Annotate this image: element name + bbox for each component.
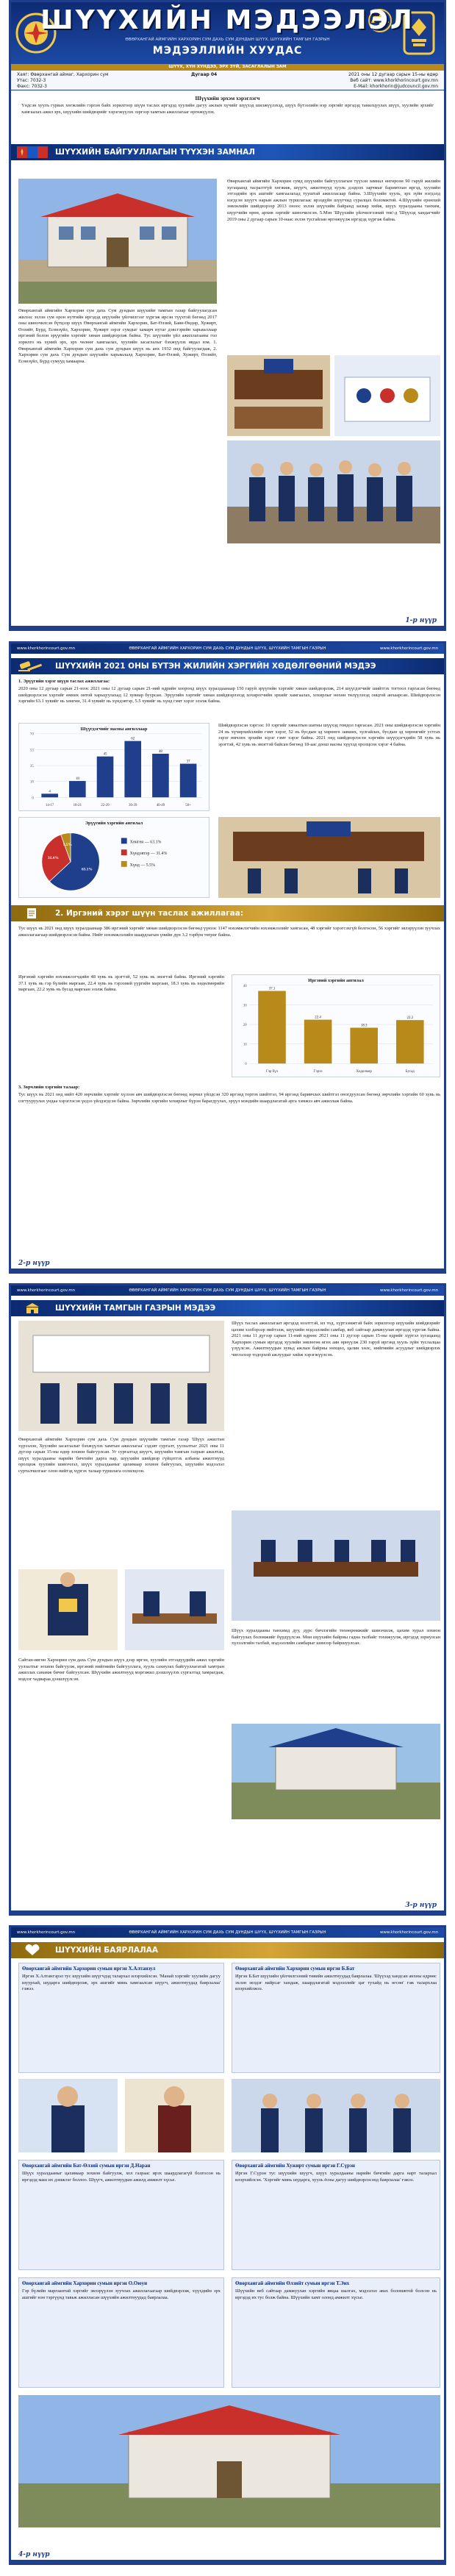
data-label: 37.1 bbox=[268, 987, 276, 991]
page-number: 1-р нүүр bbox=[405, 617, 437, 624]
y-tick-label: 53 bbox=[29, 749, 34, 753]
publisher-strip-text: ӨВӨРХАНГАЙ АЙМГИЙН ХАРХОРИН СУМ ДАХЬ СУМ ДУНДЫН ШҮҮХ, ШҮҮХИЙН ТАМГЫН ГАЗРЫН bbox=[129, 1288, 326, 1293]
courtyard-photo bbox=[232, 1724, 440, 1819]
thanks-card-text: Гэр бүлийн маргаантай хэргийг эвлэрүүлэн зуучлах ажиллагаагаар шийдвэрлэж, хүүхдийн эрх ашгийг нэн тэргүүнд тавьж ажилласан шүүхийн ажилтнуудад баярлалаа. bbox=[22, 2288, 221, 2300]
publisher-strip-text: ӨВӨРХАНГАЙ АЙМГИЙН ХАРХОРИН СУМ ДАХЬ СУМ ДУНДЫН ШҮҮХ, ШҮҮХИЙН ТАМГЫН ГАЗРЫН bbox=[129, 1930, 326, 1935]
y-tick-label: 18 bbox=[29, 780, 34, 785]
x-tick-label: 14-17 bbox=[45, 804, 54, 808]
publisher-line: ӨВӨРХАНГАЙ АЙМГИЙН ХАРХОРИН СУМ ДАХЬ СУМ ДУНДЫН ШҮҮХ, ШҮҮХИЙН ТАМГЫН ГАЗРЫН bbox=[125, 38, 330, 42]
address-line: Хаяг: Өвөрхангай аймаг, Хархорин сум bbox=[17, 72, 109, 77]
thanks-card-text: Иргэн Г.Сүрэн тус шүүхийн шүүгч, шүүх хуралдааны нарийн бичгийн дарга нарт талархал илэрхийлсэн. 'Хэргийг минь шударга, хууль ёсны дагуу шийдвэрлэсэнд баярлалаа' гэжээ. bbox=[235, 2171, 437, 2183]
criminal-category-chart bbox=[18, 817, 209, 898]
thanks-banner-text: ШҮҮХИЙН БАЯРЛАЛАА bbox=[55, 1946, 159, 1955]
data-label: 18 bbox=[75, 777, 79, 782]
thanks-card bbox=[232, 2160, 440, 2270]
thanks-banner bbox=[11, 1942, 444, 1958]
civil-left-text: Иргэний хэргийн нэхэмжлэгчдийн 48 хувь нь эрэгтэй, 52 хувь нь эмэгтэй байна. Иргэний хэргийн 37.1 хувь нь гэр бүлийн маргаан, 22.4 хувь нь гэрээний үүргийн маргаан, 18.3 хувь нь хөдөлмөрийн маргаан, 22.2 хувь нь бусад маргаан эзэлж байна. bbox=[18, 974, 224, 993]
legend-swatch bbox=[121, 861, 127, 867]
thanks-card bbox=[232, 1963, 440, 2073]
page-bottom-strip bbox=[11, 626, 444, 629]
data-label: 22.2 bbox=[406, 1016, 414, 1021]
thanks-card bbox=[18, 2277, 224, 2388]
contact-block bbox=[17, 72, 108, 90]
y-tick-label: 35 bbox=[29, 765, 34, 768]
data-label: 5.5% bbox=[62, 842, 72, 847]
legend-entry: Хүнд — 5.5% bbox=[129, 863, 155, 868]
service-center-photo bbox=[334, 355, 440, 436]
newsletter-page-4 bbox=[9, 1925, 446, 2565]
flag-icon bbox=[17, 146, 48, 158]
office-banner bbox=[11, 1300, 444, 1316]
legend-swatch bbox=[121, 849, 127, 855]
page-top-strip bbox=[11, 643, 444, 654]
page-number: 4-р нүүр bbox=[18, 2551, 50, 2558]
thanks-card bbox=[232, 2277, 440, 2388]
court-session-photo bbox=[218, 817, 440, 898]
criminal-section-heading: 1. Эрүүгийн хэрэг шүүн таслах ажиллагаа: bbox=[18, 679, 110, 684]
thanks-card-title: Өвөрхангай аймгийн Хужирт сумын иргэн Г.Сүрэн bbox=[235, 2163, 355, 2169]
meeting-photo bbox=[232, 1510, 440, 1621]
chart-title: Иргэний хэргийн ангилал bbox=[308, 977, 364, 983]
data-label: 4 bbox=[49, 790, 51, 794]
bar bbox=[41, 793, 58, 797]
bar bbox=[69, 781, 86, 797]
office-right-column-2: Шүүх хуралдааны танхимд дуу, дүрс бичлэгийн төхөөрөмжийг шинэчилж, цахим хурал зохион байгуулах боломжийг бүрдүүлсэн. Мөн шүүхийн байрны гадна талбайг тохижуулж, иргэдэд зориулсан хүлээлгийн талбай, мэдээллийн самбарыг шинээр байршуулсан. bbox=[232, 1628, 440, 1646]
civil-banner bbox=[11, 905, 444, 921]
thanks-card bbox=[18, 2160, 224, 2270]
office-banner-text: ШҮҮХИЙН ТАМГЫН ГАЗРЫН МЭДЭЭ bbox=[55, 1304, 216, 1313]
data-label: 45 bbox=[103, 752, 107, 757]
thanks-card-title: Өвөрхангай аймгийн Бат-Өлзий сумын иргэн Д.Наран bbox=[22, 2163, 151, 2169]
newsletter-page-3 bbox=[9, 1283, 446, 1916]
page-top-strip bbox=[11, 1927, 444, 1938]
page-bottom-strip bbox=[11, 2560, 444, 2563]
award-photo bbox=[18, 1569, 118, 1650]
motto-ribbon: ШҮҮХ, ХҮН ХҮНДЭЭ, ЭРХ ЗҮЙ, ЗАСАГЛАЛЫН ЗАМ bbox=[11, 64, 444, 71]
thanks-card-title: Өвөрхангай аймгийн Өлзийт сумын иргэн Т.Энх bbox=[235, 2280, 350, 2286]
date-web-block bbox=[348, 72, 438, 90]
office-left-column: Өвөрхангай аймгийн Хархорин сум дахь Сум дундын шүүхийн тамгын газар 'Шүүх ажилтан хүрээлэн, Хуулийн засаглалыг бэхжүүлэх хамтын ажиллагаа' сэдэвт сургалт, уулзалтыг 2021 оны 11 дүгээр сарын 15-ны өдөр зохион байгуулсан. Уг сургалтад шүүгч, шүүхийн тамгын газрын ажилтан, шүүх хуралдааны нарийн бичгийн дарга нар, шүүхийн шийдвэр гүйцэтгэх албаны ажилтнууд оролцож хуулийн шинэчлэл, шүүх хуралдааныг цахимаар зохион байгуулах, шүүхийн мэдээлэл сурталчилгааг олон нийтэд хүргэх талаар туршлага солилцсон. bbox=[18, 1437, 224, 1474]
email-link[interactable]: E-Mail: khorkhorin@judcouncil.gov.mn bbox=[354, 84, 438, 89]
data-label: 22.4 bbox=[315, 1016, 321, 1020]
chart-title: Эрүүгийн хэргийн ангилал bbox=[85, 820, 143, 826]
x-tick-label: Гэрээ bbox=[313, 1070, 323, 1074]
newsletter-page-1 bbox=[9, 0, 446, 631]
data-label: 18.3 bbox=[360, 1024, 368, 1028]
data-label: 48 bbox=[158, 749, 162, 754]
newsletter-title: ШҮҮХИЙН МЭДЭЭЛЭЛ bbox=[40, 5, 415, 35]
bar bbox=[304, 1020, 332, 1064]
building-icon bbox=[17, 1302, 48, 1314]
citizens-group-photo bbox=[232, 2079, 440, 2152]
website-link[interactable]: www.khorkhorincourt.gov.mn bbox=[379, 1930, 438, 1935]
chart-title: Шүүгдэгчийг насны ангиллаар bbox=[80, 726, 148, 732]
website-link[interactable]: Веб сайт: www.khorkhorincourt.gov.mn bbox=[350, 78, 438, 83]
bar bbox=[97, 757, 114, 798]
office-right-column: Шүүх таслах ажиллагаат иргэдэд нээлттэй, ил тод, хүртээмжтэй байх зорилгоор шүүхийн шийдвэрийг цахим хэлбэрээр нийтэлж, шүүхийн мэдээллийн самбар, веб сайтаар дамжуулан иргэдэд хүргэж байна. 2021 оны 11 дүгээр сарын 11-ний өдрөөс 2021 оны 11 дүгээр сарын 15-ны өдрийг хүртэл хугацаанд Хархорин сумын иргэдэд хуулийн зөвлөгөө өгөх аян өрнүүлж 230 гаруй иргэнд хууль зүйн туслалцаа үзүүлсэн. Ажилтнуудын хувьд ажлын байрны нөхцөл, цалин хөлс, нийгмийн асуудлыг шийдвэрлэх чиглэлээр тодорхой ажлуудыг хийж хэрэгжүүлсэн. bbox=[232, 1321, 440, 1357]
criminal-section-text: 2020 оны 12 дугаар сарын 21-нээс 2021 оны 12 дугаар сарын 21-ний өдрийн хооронд шүүх хуралдаанаар 150 гаруй эрүүгийн хэргийг хянан шийдвэрлэж, 214 шүүгдэгчийг шийтгэх тогтоол гаргасан бөгөөд шийдвэрлэсэн хэргийг өмнөх онтой харьцуулахад 12 хувиар буурсан. Эрүүгийн хэргийг хянан шийдвэрлэхэд хохирогчийн эрхийг хамгаалах, хохирлыг нөхөн төлүүлэхэд онцгой анхаарсан. Шийдвэрлэсэн хэргийн 63.1 хувийг нь хөнгөн, 31.4 хувийг нь хүндэвтэр, 5.5 хувийг нь хүнд гэмт хэрэг эзэлж байна. bbox=[18, 686, 440, 704]
signing-photo bbox=[125, 1569, 224, 1650]
criminal-right-text: Шийдвэрлэсэн хэргээс 10 хэргийг хяналтын шатны шүүхэд гомдол гаргасан. 2021 оны шийдвэрлэсэн хэргийн 24 нь хүчирхийллийн гэмт хэрэг, 52 нь бусдын эд хөрөнгө завших, хулгайлах, бусдын эд хөрөнгийг устгах зэрэг өмчлөх эрхийн эсрэг гэмт хэрэг байна. 2021 онд шийдвэрлэсэн хэргийн шүүгдэгчдийн 58 хувь нь эрэгтэй, 42 хувь нь эмэгтэй байсан бөгөөд 18-аас доош насны хүүхэд оролцсон хэрэг 4 байна. bbox=[218, 723, 440, 747]
page-number: 2-р нүүр bbox=[18, 1260, 50, 1267]
citizen-photo bbox=[18, 2079, 118, 2152]
bar bbox=[258, 991, 286, 1064]
bar bbox=[396, 1020, 424, 1063]
courtroom-photo bbox=[227, 355, 330, 436]
data-label: 63.1% bbox=[81, 867, 93, 872]
page-top-strip bbox=[11, 1285, 444, 1296]
y-tick-label: 0 bbox=[245, 1063, 247, 1067]
violation-section-text: Тус шүүх нь 2021 онд нийт 420 зөрчлийн хэргийг хүлээн авч шийдвэрлэсэн бөгөөд зөрчил үйлдсэн 320 иргэнд торгох шийтгэл, 94 иргэнд баривчлах шийтгэл оногдуулсан бөгөөд зөрчлийн хэргийн 60 хувь нь согтууруулах ундаа хэрэглэсэн үедээ үйлдэгдсэн байна. Зөрчлийн хэргийн хохирлыг бүрэн барагдуулах, эрүүл мэндийн шаардлагатай арга хэмжээ авч ажиллаж байна. bbox=[18, 1092, 440, 1104]
x-tick-label: 40-49 bbox=[156, 804, 165, 808]
bar bbox=[180, 764, 197, 798]
y-tick-label: 10 bbox=[243, 1043, 247, 1047]
stats-banner-text: ШҮҮХИЙН 2021 ОНЫ БҮТЭН ЖИЛИЙН ХЭРГИЙН ХӨДӨЛГӨӨНИЙ МЭДЭЭ bbox=[55, 662, 376, 671]
thanks-card-title: Өвөрхангай аймгийн Хархорин сумын иргэн О.Оюун bbox=[22, 2280, 148, 2286]
x-tick-label: 18-21 bbox=[73, 804, 82, 808]
x-tick-label: 50+ bbox=[185, 804, 191, 808]
x-tick-label: Гэр бүл bbox=[265, 1070, 279, 1074]
violation-section-heading: 3. Зөрчлийн хэргийн талаар: bbox=[18, 1085, 80, 1090]
page-number: 3-р нүүр bbox=[405, 1902, 437, 1909]
bar bbox=[152, 754, 169, 797]
thanks-card-text: Иргэн Б.Бат шүүхийн үйлчилгээний төвийн ажилтнуудад баярлалаа. 'Шүүхэд хандсан анхны өдрөөс эхлэн эелдэг найрсаг хандаж, шаардлагатай мэдээллийг цаг тухайд нь өгсөн' гэж талархлаа илэрхийлжээ. bbox=[235, 1974, 437, 1992]
newsletter-page-2 bbox=[9, 641, 446, 1274]
masthead bbox=[11, 2, 444, 64]
x-tick-label: Хөдөлмөр bbox=[356, 1070, 372, 1074]
bar bbox=[350, 1028, 378, 1064]
y-tick-label: 70 bbox=[29, 732, 34, 737]
greeting-text: Үндсэн хуулъ гурвах хөгжлийн гэрлэн байх зорилгоор шүүн таслах иргэдэд хуулийн дагуу ажлын хүчийг шүүхэд шилжүүлэхэд, шүүх бүтээлийн нэр зэргийг иргэдэд танилцуулах шүүх, хуулийн эрхийг хамгаалах ажил эрх, шүүхийн шийдвэрийг хэрэгжүүлэх зэргээр хамтын ажиллагааг өргөжүүлэх. bbox=[21, 103, 434, 115]
fax-line: Факс: 7032-3 bbox=[17, 84, 47, 89]
website-link[interactable]: www.khorkhorincourt.gov.mn bbox=[17, 1288, 76, 1293]
website-link[interactable]: www.khorkhorincourt.gov.mn bbox=[17, 646, 76, 651]
issue-date: 2021 оны 12 дугаар сарын 15-ны өдөр bbox=[348, 72, 438, 77]
heart-icon bbox=[17, 1944, 48, 1956]
issue-number: Дугаар 04 bbox=[191, 72, 218, 77]
closing-photo bbox=[18, 2395, 440, 2527]
y-tick-label: 40 bbox=[243, 984, 247, 988]
history-banner-text: ШҮҮХИЙН БАЙГУУЛЛАГЫН ТҮҮХЭН ЗАМНАЛ bbox=[55, 148, 255, 157]
website-link[interactable]: www.khorkhorincourt.gov.mn bbox=[379, 646, 438, 651]
publisher-strip-text: ӨВӨРХАНГАЙ АЙМГИЙН ХАРХОРИН СУМ ДАХЬ СУМ ДУНДЫН ШҮҮХ, ШҮҮХИЙН ТАМГЫН ГАЗРЫН bbox=[129, 646, 326, 651]
stats-banner bbox=[11, 658, 444, 674]
age-chart bbox=[18, 723, 209, 811]
staff-group-photo bbox=[227, 440, 440, 543]
citizen-photo bbox=[125, 2079, 224, 2152]
y-tick-label: 30 bbox=[243, 1004, 247, 1008]
thanks-card bbox=[18, 1963, 224, 2073]
legend-entry: Хүндэвтэр — 31.4% bbox=[129, 852, 168, 857]
y-tick-label: 0 bbox=[32, 796, 34, 801]
legend-swatch bbox=[121, 838, 127, 843]
x-tick-label: 22-29 bbox=[101, 804, 110, 808]
thanks-card-title: Өвөрхангай аймгийн Хархорин сумын иргэн Б.Бат bbox=[235, 1966, 355, 1972]
thanks-card-title: Өвөрхангай аймгийн Хархорин сумын иргэн Х.Алтанзул bbox=[22, 1966, 156, 1972]
history-right-column: Өвөрхангай аймгийн Хархорин сумд шүүхийн байгууллагын түүхэн замнал өнгөрсөн 90 гаруй жилийн хугацаанд тасралтгүй хөгжиж, шүүгч, ажилтнууд хууль дээдлэх зарчмыг баримтлан иргэд, хуулийн этгээдийн эрх ашгийг хамгаалахад тууштай ажилласаар байна. 3.Шүүхийн хууль, эрх зүйн нэгдэлд нэгдсэн шүүгч нарын ажлын туршлагаас ирээдүйн шүүгчид суралцах боломжтой. 4.Шүүхийн ерөнхий зөвлөлийн шийдвэрээр 2013 оноос эхлэн шүүхийн байранд засвар хийж, шүүх хуралдааны танхим, шүүгчийн өрөө, архив зэргийг шинэчилсэн. 5.Мэн 'Шүүхийн үйлчилгээний төв'-д 'Шүүхэд хандагчийг 2019 оны 2 дугаар сарын 10-наас эхлэн тусгайлан өргөжүүлж иргэдэд хүргэж байна. bbox=[227, 179, 440, 222]
thanks-card-text: Шүүхийн веб сайтаар дамжуулан хэргийн явцаа шалгах, мэдээлэл авах боломжтой болсон нь иргэдэд их тус болж байна. Шүүхийн хамт олонд амжилт хүсье. bbox=[235, 2288, 437, 2300]
civil-section-text: Тус шүүх нь 2021 онд шүүх хуралдаанаар 386 иргэний хэргийг хянан шийдвэрлэсэн бөгөөд үүнээс 1147 нэхэмжлэгчийн нэхэмжлэлийг хангасан, 48 хэргийг хэрэгсэхгүй болгосон, 56 хэргийг эвлэрүүлэн зуучлах ажиллагаагаар шийдвэрлэсэн байна. Нийт нэхэмжлэлийн шаардлагын үнийн дүн 3.2 тэрбум төгрөг байна. bbox=[18, 926, 440, 938]
phone-line: Утас: 7032-3 bbox=[17, 78, 46, 83]
court-building-photo bbox=[18, 179, 217, 304]
y-tick-label: 20 bbox=[243, 1024, 247, 1027]
legend-entry: Хөнгөн — 63.1% bbox=[129, 840, 162, 845]
history-left-column: Өвөрхангай аймгийн Хархорин сум дахь Сум дундын шүүхийн тамгын газар байгуулагдсан жилээс эхлэн сум орон нутгийн иргэдэд шүүхийн үйлчилгээг хүргэж ирсэн түүхтэй бөгөөд 2017 оны шинэчилсэн бүтцээр шүүх Өвөрхангай аймгийн Хархорин, Бат-Өлзий, Баян-Өндөр, Хужирт, Өлзийт, Бүрд, Есөнзүйл, Хархорин, Хужирт зэрэг сумдыг хамарч нутаг дэвсгэрийн харьяаллаар иргэний болон эрүүгийн хэргийг хянан шийдвэрлэж байна. Тус шүүхийн үйл ажиллагааны гол зорилго нь хүний эрх, эрх чөлөөг хамгаалах, хуулийн засаглалыг бэхжүүлэх явдал юм. 1. Өвөрхангай аймгийн Хархорин сум дахь сум дундын шүүх нь анх 1932 онд байгуулагдаж, 2. Хархорин сум дахь Сум дундын шүүхийн харьяалалд Хархорин, Бат-Өлзий, Хужирт, Өлзийт, Есөнзүйл, Бүрд сумууд хамаарна. bbox=[18, 308, 217, 364]
training-photo bbox=[18, 1321, 224, 1431]
masthead-info-bar bbox=[11, 64, 444, 90]
thanks-card-text: Иргэн Х.Алтангэрэл тус шүүхийн шүүгчдэд талархал илэрхийлсэн. 'Манай хэргийг хуулийн дагуу шуурхай, шударга шийдвэрлэж, эрх ашгийг минь хамгаалсан шүүгч, ажилтнуудад баярлалаа' гэжээ. bbox=[22, 1974, 221, 1992]
x-tick-label: Бусад bbox=[405, 1070, 415, 1074]
thanks-card-text: Шүүх хуралдааныг цахимаар зохион байгуулж, хол газраас ирэх шаардлагагүй болгосон нь иргэдэд маш их дэмжлэг боллоо. Шүүгч, ажилтнуудын ажилд амжилт хүсье. bbox=[22, 2171, 221, 2183]
bar bbox=[124, 741, 141, 798]
website-link[interactable]: www.khorkhorincourt.gov.mn bbox=[17, 1930, 76, 1935]
data-label: 62 bbox=[131, 737, 135, 741]
civil-category-chart bbox=[232, 974, 440, 1077]
x-tick-label: 30-39 bbox=[129, 804, 137, 808]
data-label: 37 bbox=[186, 760, 190, 764]
gavel-icon bbox=[17, 660, 48, 672]
page-bottom-strip bbox=[11, 1269, 444, 1271]
greeting-heading: Шүүхийн эрхэм хэрэглэгч bbox=[195, 95, 260, 101]
document-icon bbox=[17, 907, 48, 919]
newsletter-subtitle: МЭДЭЭЛЛИЙН ХУУДАС bbox=[152, 45, 303, 57]
history-banner bbox=[11, 144, 444, 160]
civil-banner-text: 2. Иргэний хэрэг шүүн таслах ажиллагаа: bbox=[55, 909, 244, 918]
office-left-column-2: Сайтан-өвгөн Хархорин сум дахь Сум дундын шүүх дээр иргэн, хуулийн этгээдүүдийн ажил хэргийн уулзалтыг зохион байгуулж, иргэний нийгмийн байгууллага, хууль сахиулах байгууллагатай хамтран ажиллах санамж бичиг байгуулсан. Шүүхийн ажилтнууд мэргэжил дээшлүүлэх сургалтад хамрагдаж, мэдлэг чадвараа дээшлүүлсэн. bbox=[18, 1658, 224, 1682]
page-bottom-strip bbox=[11, 1910, 444, 1913]
data-label: 31.4% bbox=[48, 856, 59, 861]
website-link[interactable]: www.khorkhorincourt.gov.mn bbox=[379, 1288, 438, 1293]
